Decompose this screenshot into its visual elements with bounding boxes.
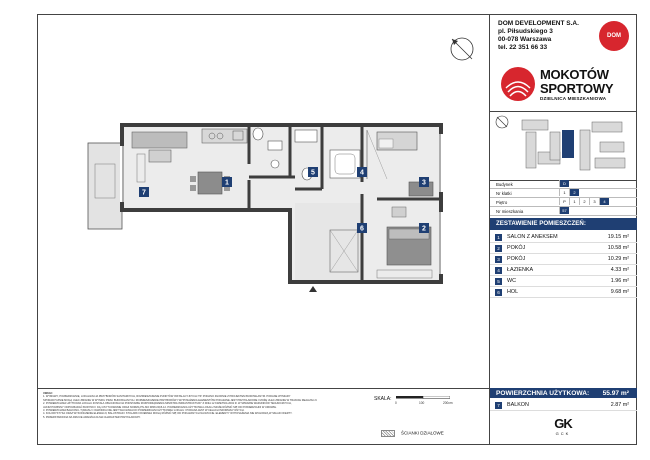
attribute-cell: 1 [569,198,579,205]
brand-line1: MOKOTÓW [540,67,609,82]
attribute-cells [559,207,569,214]
room-number: 4 [495,267,502,274]
info-panel [489,14,637,445]
room-label: 7 [142,189,146,197]
floor-plan [37,14,489,388]
gck-mark: GK [554,416,572,431]
room-number: 5 [495,278,502,285]
room-area: 9.68 m² [610,289,629,296]
brand-line2: SPORTOWY [540,81,614,96]
room-number: 6 [495,289,502,296]
room-name: SALON Z ANEKSEM [507,234,558,241]
room-area: 19.15 m² [607,234,629,241]
developer-address-line2: 00-078 Warszawa [498,36,552,43]
note-line: 1. WYMIARY, POWIERZCHNIE, LOKALIZACJA PRZYBORÓW SANITARNYCH, ROZMIESZCZENIE PUNKTÓW INSTALACYJNYCH ITP. PODANO ZGODNIE Z PROJEKTEM BUDOWLANYM. PODANE WYMIARY [43,395,291,399]
rooms-title: ZESTAWIENIE POMIESZCZEŃ: [490,218,637,230]
room-number: 1 [495,234,502,241]
hatch-swatch [381,430,395,437]
note-line: 2. POWIERZCHNIA UŻYTKOWA LOKALU ZOSTAŁA OBLICZONA NA PODSTAWIE ROZPORZĄDZENIA MINISTRA INFRASTRUKTURY Z DNIA 12 KWIETNIA 2002 R. W SPRAWIE WARUNKÓW TECHNICZNYCH, [43,402,292,406]
scale-tick-1: 100 [419,401,425,405]
notes-title: UWAGI: [43,392,53,395]
room-area: 10.29 m² [607,256,629,263]
note-line: JAKIM POWINNY ODPOWIADAĆ BUDYNKI I ICH USYTUOWANIE ORAZ NORMĄ PN-ISO 9836:2015-12. POWIERZCHNIA UŻYTKOWA LOKALU MOŻE RÓŻNIĆ SIĘ OD POWIERZCHNI W UMOWIE. [43,405,277,409]
rooms-list [490,232,637,298]
balcony-area [88,143,122,229]
developer-name: DOM DEVELOPMENT S.A. [498,20,579,27]
room-name: POKÓJ [507,256,526,263]
dining-table [198,172,222,194]
total-area-label: POWIERZCHNIA UŻYTKOWA: [496,389,590,397]
sofa [132,132,187,148]
partition-legend [381,430,444,437]
attribute-cells [559,189,579,196]
attribute-row [490,180,637,189]
room-label: 1 [225,179,229,187]
key-plan [490,111,637,181]
attribute-cell: P [559,198,569,205]
attribute-cell: 2 [569,189,579,196]
room-row [490,276,637,287]
attribute-cells [559,180,569,187]
dom-logo [599,21,629,51]
room-name: WC [507,278,516,285]
developer-info [498,20,579,52]
attribute-row [490,189,637,198]
hall-floor [295,203,362,280]
attribute-cells [559,198,609,205]
room-name: POKÓJ [507,245,526,252]
balcony-row [490,400,637,411]
room-label: 3 [422,179,426,187]
room-area: 1.96 m² [610,278,629,285]
entrance-arrow-icon [309,286,317,292]
room-row [490,243,637,254]
scale-label: SKALA: [374,396,392,402]
attribute-cell: 3 [589,198,599,205]
scale-tick-2: 200cm [443,401,453,405]
attribute-label: Piętro [496,199,508,205]
brand-circle-icon [500,66,536,102]
brand-line3: DZIELNICA MIESZKANIOWA [540,96,607,101]
key-plan-drawing [490,112,637,180]
developer-phone: tel. 22 351 66 33 [498,44,548,51]
attribute-cell: 1 [559,189,569,196]
developer-address-line1: pl. Piłsudskiego 3 [498,28,553,35]
gck-logo [548,416,578,444]
room-row [490,232,637,243]
notes-list [43,395,331,419]
note-line: 3. POWIERZCHNIA BALKONU / TARASU / OGRÓDKA NIE JEST WLICZANA DO POWIERZCHNI UŻYTKOWEJ LOKALU I PODANA JEST W CELACH INFORMACYJNYCH. [43,409,245,413]
room-label: 6 [360,225,364,233]
attribute-cell: 2 [579,198,589,205]
gck-text: GCK [555,431,571,436]
room-label: 5 [311,169,315,177]
floor-plan-drawing [37,14,489,388]
partition-legend-label: ŚCIANKI DZIAŁOWE [401,430,444,436]
attribute-label: Nr mieszkania [496,208,524,214]
room-row [490,254,637,265]
room-row [490,265,637,276]
room-label: 4 [360,169,364,177]
note-line: 4. KOLORYSTYKA ORAZ WYKOŃCZENIE ELEWACJI, BALUSTRAD I STOLARKI OKIENNEJ MOGĄ RÓŻNIĆ SIĘ OD POKAZANYCH NA RZUCIE. ELEMENTY WYPOSAŻENIA NIE WCHODZĄ W SKŁAD OFERTY. [43,412,293,416]
attribute-row [490,207,637,216]
room-area: 4.33 m² [610,267,629,274]
room-number: 3 [495,256,502,263]
total-area-value: 55.97 m² [602,389,629,397]
balcony-name: BALKON [507,402,529,409]
note-line: SPORADYCZNIE MOGĄ ULEC ZMIANIE W WYNIKU PRAC BUDOWLANYCH. ROZMIESZCZENIE PRZYBORÓW I WYPOSAŻENIA ELEMENTÓW POKAZANE JEST PRZYKŁADOWE I MOŻE ULEC ZMIANIE W TRAKCIE REALIZACJI. [43,398,318,402]
room-number: 2 [495,245,502,252]
balcony-area: 2.87 m² [610,402,629,409]
room-label: 2 [422,225,426,233]
attribute-row [490,198,637,207]
note-line: 5. PRZEDSTAWIONA NA RZUCIE ARANŻACJA MA CHARAKTER PRZYKŁADOWY. [43,415,141,419]
scale-tick-0: 0 [395,401,397,405]
brand-logo [500,64,630,109]
coffee-table [149,150,171,162]
balcony-number: 7 [495,402,502,409]
attribute-cell: 4 [599,198,609,205]
attribute-label: Budynek [496,181,513,187]
room-name: HOL [507,289,519,296]
compass-icon [451,38,473,60]
total-area-row [490,388,637,398]
room-name: ŁAZIENKA [507,267,534,274]
room-row [490,287,637,298]
apartment-attributes [490,180,637,216]
notes [43,392,331,419]
dom-logo-text: DOM [607,33,621,39]
attribute-label: Nr klatki [496,190,512,196]
footer [37,388,489,446]
room-area: 10.58 m² [607,245,629,252]
attribute-cell: D [559,180,569,187]
attribute-cell: 57 [559,207,569,214]
